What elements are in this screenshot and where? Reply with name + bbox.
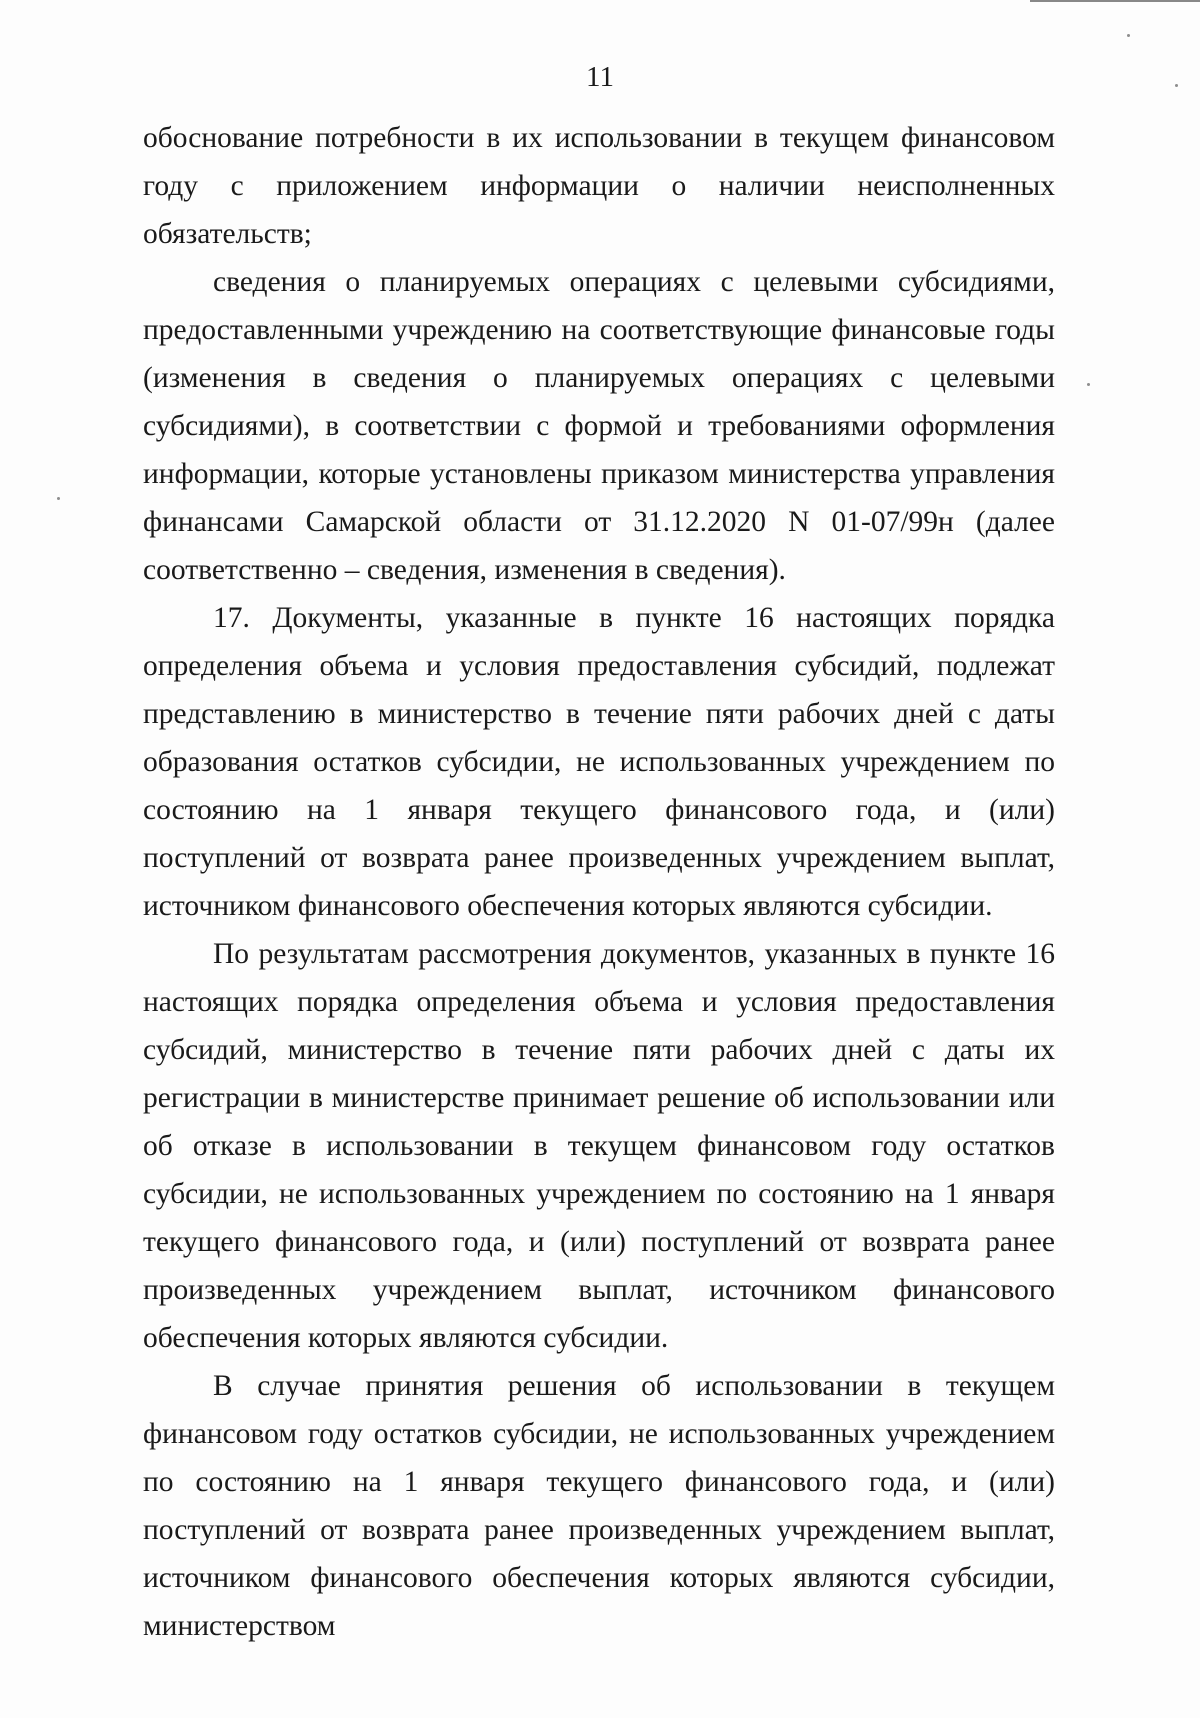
- paragraph: обоснование потребности в их использовании в текущем финансовом году с приложением информации о наличии неисполненных обязательств;: [143, 122, 1055, 250]
- paragraph: В случае принятия решения об использовании в текущем финансовом году остатков субсидии, не использованных учреждением по состоянию на 1 января текущего финансового года, и (или) поступлений от возврата ранее произведенных учреждением выплат, источником финансового обеспечения которых являются субсидии, министерством: [143, 1370, 1055, 1642]
- scan-speck: [1127, 34, 1130, 37]
- scan-speck: [1087, 383, 1090, 386]
- paragraph: По результатам рассмотрения документов, указанных в пункте 16 настоящих порядка определения объема и условия предоставления субсидий, министерство в течение пяти рабочих дней с даты их регистрации в министерстве принимает решение об использовании или об отказе в использовании в текущем финансовом году остатков субсидии, не использованных учреждением по состоянию на 1 января текущего финансового года, и (или) поступлений от возврата ранее произведенных учреждением выплат, источником финансового обеспечения которых являются субсидии.: [143, 938, 1055, 1354]
- paragraph: 17. Документы, указанные в пункте 16 настоящих порядка определения объема и условия предоставления субсидий, подлежат представлению в министерство в течение пяти рабочих дней с даты образования остатков субсидии, не использованных учреждением по состоянию на 1 января текущего финансового года, и (или) поступлений от возврата ранее произведенных учреждением выплат, источником финансового обеспечения которых являются субсидии.: [143, 602, 1055, 922]
- page-number: 11: [586, 61, 614, 93]
- document-body: [143, 114, 1055, 1650]
- scan-speck: [57, 497, 60, 500]
- scan-edge-line: [1030, 0, 1200, 2]
- paragraph: сведения о планируемых операциях с целевыми субсидиями, предоставленными учреждению на соответствующие финансовые годы (изменения в сведения о планируемых операциях с целевыми субсидиями), в соответствии с формой и требованиями оформления информации, которые установлены приказом министерства управления финансами Самарской области от 31.12.2020 N 01-07/99н (далее соответственно – сведения, изменения в сведения).: [143, 266, 1055, 586]
